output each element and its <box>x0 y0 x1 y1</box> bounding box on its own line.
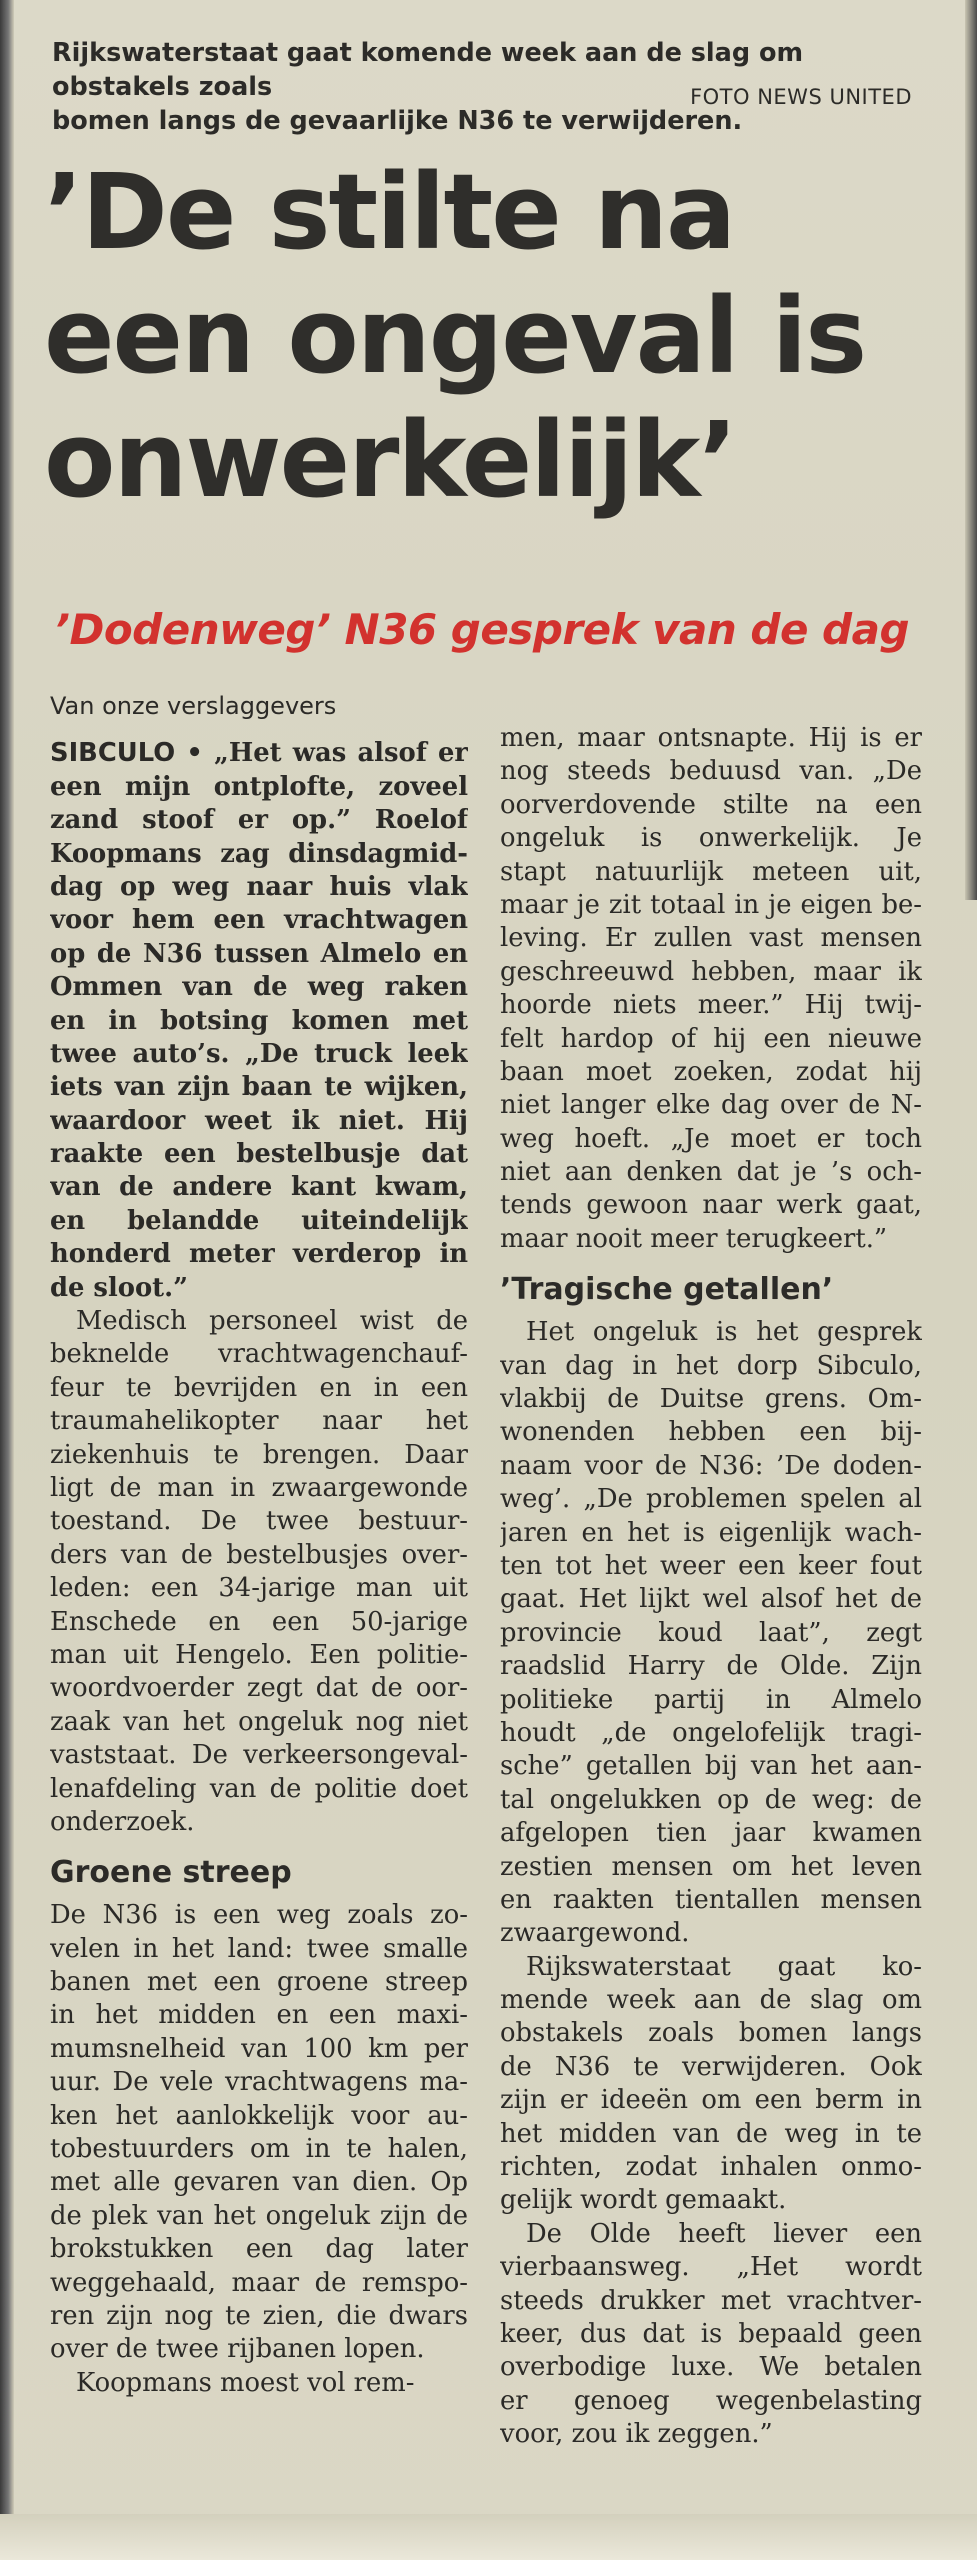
text-line: woordvoerder zegt dat de oor- <box>50 1673 468 1704</box>
text-line: De N36 is een weg zoals zo- <box>50 1900 468 1931</box>
text-line: nog steeds beduusd van. „De <box>500 756 922 787</box>
text-line: dag op weg naar huis vlak <box>50 871 468 902</box>
article-column-right <box>500 722 922 2452</box>
text-line: maar je zit totaal in je eigen be- <box>500 889 922 920</box>
text-line: het midden van de weg in te <box>500 2118 922 2149</box>
text-line: Rijkswaterstaat gaat ko- <box>526 1951 922 1982</box>
text-line: tal ongelukken op de weg: de <box>500 1784 922 1815</box>
text-line: weg hoeft. „Je moet er toch <box>500 1123 922 1154</box>
byline: Van onze verslaggevers <box>50 692 337 720</box>
text-line: ligt de man in zwaargewonde <box>50 1473 468 1503</box>
text-line: geschreeuwd hebben, maar ik <box>500 956 922 987</box>
text-line: tends gewoon naar werk gaat, <box>500 1190 922 1221</box>
text-line: de plek van het ongeluk zijn de <box>50 2200 468 2231</box>
text-line: toestand. De twee bestuur- <box>50 1506 468 1537</box>
text-line: provincie koud laat”, zegt <box>500 1617 922 1648</box>
text-line: keer, dus dat is bepaald geen <box>500 2318 922 2349</box>
text-line: Koopmans moest vol rem- <box>76 2367 415 2398</box>
text-line: Het ongeluk is het gesprek <box>526 1317 922 1348</box>
text-line: vlakbij de Duitse grens. Om- <box>500 1384 922 1415</box>
text-line: met alle gevaren van dien. Op <box>50 2167 468 2198</box>
dateline: SIBCULO • <box>50 738 203 769</box>
text-line: ongeluk is onwerkelijk. Je <box>500 823 922 854</box>
text-line: mende week aan de slag om <box>500 1985 922 2016</box>
subheadline: ’Dodenweg’ N36 gesprek van de dag <box>54 605 910 654</box>
text-line: van dag in het dorp Sibculo, <box>500 1350 922 1381</box>
text-line: zwaargewond. <box>500 1918 690 1949</box>
text-line: Medisch personeel wist de <box>76 1306 468 1337</box>
text-line: obstakels zoals bomen langs <box>500 2018 922 2049</box>
text-line: gelijk wordt gemaakt. <box>500 2185 787 2216</box>
text-line: onderzoek. <box>50 1806 195 1837</box>
article-column-left <box>50 690 468 2400</box>
text-line: politieke partij in Almelo <box>500 1684 922 1715</box>
text-line: steeds drukker met vrachtver- <box>500 2285 922 2316</box>
photo-caption <box>52 36 912 138</box>
text-line: tobestuurders om in te halen, <box>50 2134 468 2165</box>
paragraph-koopmans <box>50 2367 468 2400</box>
text-line: waardoor weet ik niet. Hij <box>50 1105 468 1136</box>
text-line: Ommen van de weg raken <box>50 972 468 1003</box>
photo-credit: FOTO NEWS UNITED <box>690 85 912 109</box>
headline-line-3: onwerkelijk’ <box>44 399 736 521</box>
text-line: zijn er ideeën om een berm in <box>500 2085 922 2116</box>
text-line: feur te bevrijden en in een <box>50 1372 468 1403</box>
text-line: maar nooit meer terugkeert.” <box>500 1223 888 1254</box>
text-line: uur. De vele vrachtwagens ma- <box>50 2067 468 2098</box>
text-line: beknelde vrachtwagenchauf- <box>50 1339 468 1370</box>
caption-line-2: bomen langs de gevaarlijke N36 te verwijderen. <box>52 106 743 136</box>
text-line: leving. Er zullen vast mensen <box>500 923 922 954</box>
text-line: ren zijn nog te zien, die dwars <box>50 2300 468 2331</box>
text-line: zand stoof er op.” Roelof <box>50 805 468 836</box>
text-line: niet aan denken dat je ’s och- <box>500 1157 922 1188</box>
caption-line-1: Rijkswaterstaat gaat komende week aan de slag om obstakels zoals <box>52 38 804 102</box>
text-line: richten, zodat inhalen onmo- <box>500 2152 922 2183</box>
text-line: ten tot het weer een keer fout <box>500 1550 922 1581</box>
text-line: vierbaansweg. „Het wordt <box>500 2252 922 2283</box>
paragraph-nickname <box>500 1316 922 1950</box>
text-line: naam voor de N36: ’De doden- <box>500 1450 922 1481</box>
text-line: oorverdovende stilte na een <box>500 789 922 820</box>
headline-line-2: een ongeval is <box>44 275 866 397</box>
scan-edge-bottom <box>0 2514 977 2560</box>
text-line: ders van de bestelbusjes over- <box>50 1539 468 1570</box>
text-line: stapt natuurlijk meteen uit, <box>500 856 922 887</box>
text-line: felt hardop of hij een nieuwe <box>500 1023 922 1054</box>
scan-shadow-left <box>0 0 14 2560</box>
text-line: baan moet zoeken, zodat hij <box>500 1056 922 1087</box>
paragraph-continuation <box>500 722 922 1256</box>
text-line: lenafdeling van de politie doet <box>50 1773 468 1804</box>
text-line: twee auto’s. „De truck leek <box>50 1038 468 1069</box>
text-line: banen met een groene streep <box>50 1967 468 1998</box>
text-line: en belandde uiteindelijk <box>50 1205 468 1236</box>
text-line: Enschede en een 50-jarige <box>50 1606 468 1637</box>
text-line: wonenden hebben een bij- <box>500 1417 922 1448</box>
text-line: voor hem een vrachtwagen <box>50 905 468 936</box>
text-line: ken het aanlokkelijk voor au- <box>50 2100 468 2131</box>
text-line: hoorde niets meer.” Hij twij- <box>500 990 922 1021</box>
paragraph-medical <box>50 1305 468 1839</box>
text-line: gaat. Het lijkt wel alsof het de <box>500 1584 922 1615</box>
text-line: man uit Hengelo. Een politie- <box>50 1639 468 1670</box>
text-line: en in botsing komen met <box>50 1005 468 1036</box>
text-line: een mijn ontplofte, zoveel <box>50 771 468 802</box>
text-line: jaren en het is eigenlijk wach- <box>500 1517 922 1548</box>
text-line: en raakten tientallen mensen <box>500 1884 922 1915</box>
text-line: zestien mensen om het leven <box>500 1851 922 1882</box>
headline <box>44 150 944 522</box>
text-line: men, maar ontsnapte. Hij is er <box>500 723 922 753</box>
paragraph-rijkswaterstaat <box>500 1951 922 2218</box>
text-line: er genoeg wegenbelasting <box>500 2385 922 2416</box>
text-line: velen in het land: twee smalle <box>50 1933 468 1964</box>
text-line: iets van zijn baan te wijken, <box>50 1072 468 1103</box>
text-line: over de twee rijbanen lopen. <box>50 2334 425 2365</box>
headline-line-1: ’De stilte na <box>44 151 735 273</box>
text-line: houdt „de ongelofelijk tragi- <box>500 1717 922 1748</box>
text-line: raakte een bestelbusje dat <box>50 1139 468 1170</box>
text-line: Koopmans zag dinsdagmid- <box>50 838 468 869</box>
text-line: niet langer elke dag over de N- <box>500 1090 922 1121</box>
text-line: weg’. „De problemen spelen al <box>500 1484 922 1515</box>
text-line: afgelopen tien jaar kwamen <box>500 1818 922 1849</box>
paragraph-vierbaansweg <box>500 2218 922 2452</box>
paragraph-road <box>50 1899 468 2366</box>
intertitle-groene-streep: Groene streep <box>50 1855 292 1891</box>
text-line: leden: een 34-jarige man uit <box>50 1573 468 1604</box>
text-line: weggehaald, maar de remspo- <box>50 2267 468 2298</box>
text-line: mumsnelheid van 100 km per <box>50 2033 468 2064</box>
intertitle-tragische-getallen: ’Tragische getallen’ <box>500 1272 834 1308</box>
lead-paragraph <box>50 737 468 1305</box>
text-line: traumahelikopter naar het <box>50 1406 468 1437</box>
text-line: in het midden en een maxi- <box>50 2000 468 2031</box>
text-line: vaststaat. De verkeersongeval- <box>50 1740 468 1771</box>
scan-edge-right <box>965 0 977 900</box>
text-line: voor, zou ik zeggen.” <box>500 2419 773 2450</box>
text-line: De Olde heeft liever een <box>526 2218 922 2249</box>
text-line: zaak van het ongeluk nog niet <box>50 1706 468 1737</box>
text-line: sche” getallen bij van het aan- <box>500 1751 922 1782</box>
text-line: brokstukken een dag later <box>50 2234 468 2265</box>
text-line: overbodige luxe. We betalen <box>500 2352 922 2383</box>
text-line: raadslid Harry de Olde. Zijn <box>500 1651 922 1682</box>
text-line: honderd meter verderop in <box>50 1239 468 1270</box>
text-line: SIBCULO • „Het was alsof er <box>50 738 468 769</box>
text-line: de sloot.” <box>50 1272 188 1303</box>
text-line: van de andere kant kwam, <box>50 1172 468 1203</box>
text-line: op de N36 tussen Almelo en <box>50 938 468 969</box>
text-line: ziekenhuis te brengen. Daar <box>50 1439 468 1470</box>
text-line: de N36 te verwijderen. Ook <box>500 2051 922 2082</box>
